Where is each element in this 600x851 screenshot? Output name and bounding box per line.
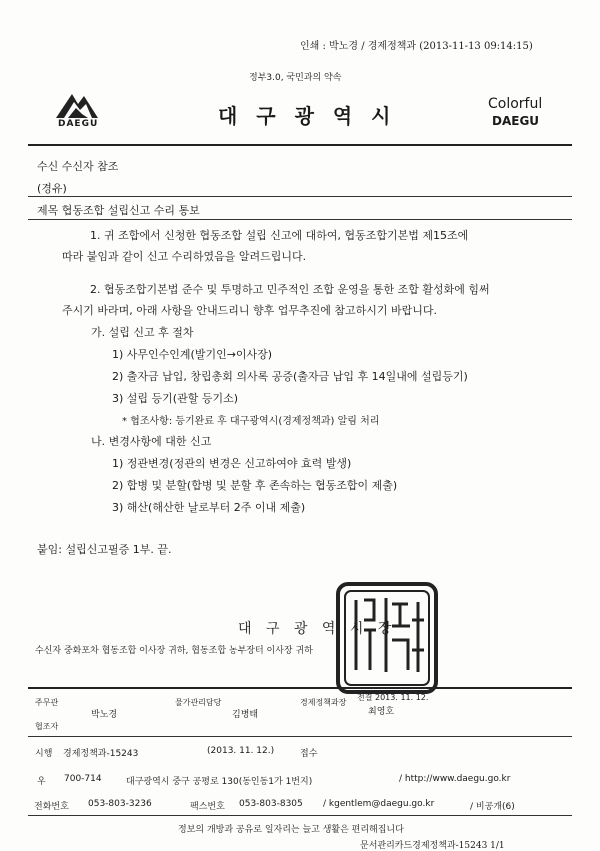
- subject-field: 제목 협동조합 설립신고 수리 통보: [37, 204, 200, 217]
- postal-label: 우: [37, 777, 46, 787]
- fax-number: 053-803-8305: [239, 799, 303, 809]
- email-address[interactable]: / kgentlem@daegu.go.kr: [323, 799, 435, 809]
- phone-label: 전화번호: [34, 802, 69, 812]
- enforcement-label: 시행: [35, 749, 53, 759]
- homepage-link[interactable]: / http://www.daegu.go.kr: [399, 774, 511, 784]
- section-b-item-1: 1) 정관변경(정관의 변경은 신고하여야 효력 발생): [112, 457, 352, 470]
- enforcement-date: (2013. 11. 12.): [207, 746, 275, 756]
- section-a-item-1: 1) 사무인수인계(발기인→이사장): [112, 348, 273, 361]
- director-name: 최영호: [368, 707, 395, 717]
- via-field: (경유): [37, 182, 67, 195]
- section-a-item-3: 3) 설립 등기(관할 등기소): [112, 392, 238, 405]
- price-chief-label: 물가관리담당: [175, 698, 222, 707]
- paragraph-2-line-1: 2. 협동조합기본법 준수 및 투명하고 민주적인 조합 운영을 통한 조합 활성화에 힘써: [90, 283, 490, 296]
- lead-officer-label: 주무관: [35, 698, 59, 707]
- attachment-line: 붙임: 설립신고필증 1부. 끝.: [37, 543, 172, 556]
- contact-bottom-rule: [28, 815, 572, 816]
- daegu-city-logo: [52, 88, 112, 128]
- section-b-item-2: 2) 합병 및 분할(합병 및 분할 후 존속하는 협동조합이 제출): [112, 479, 398, 492]
- postal-code: 700-714: [64, 774, 102, 784]
- office-address: 대구광역시 중구 공평로 130(동인동1가 1번지): [126, 777, 313, 787]
- colorful-daegu-logo: [488, 96, 558, 134]
- subject-top-rule: [28, 196, 572, 197]
- official-seal: [334, 580, 440, 696]
- section-b-item-3: 3) 해산(해산한 날로부터 2주 이내 제출): [112, 501, 306, 514]
- enforcement-number: 경제정책과-15243: [63, 749, 139, 759]
- cooperation-label: 협조자: [35, 722, 59, 731]
- issuer-title: 대 구 광 역 시: [218, 104, 397, 128]
- subject-bottom-rule: [28, 219, 572, 220]
- paragraph-1-line-2: 따라 붙임과 같이 신고 수리하였음을 알려드립니다.: [62, 250, 307, 263]
- fax-label: 팩스번호: [190, 802, 225, 812]
- signature-top-rule: [28, 687, 572, 689]
- section-a-item-2: 2) 출자금 납입, 창립총회 의사록 공증(출자금 납입 후 14일내에 설립등기): [112, 370, 468, 383]
- lead-officer-name: 박노경: [91, 710, 118, 720]
- director-label: 경제정책과장: [300, 698, 347, 707]
- section-a-note: * 협조사항: 등기완료 후 대구광역시(경제정책과) 알림 처리: [122, 416, 380, 427]
- sender-name: 대 구 광 역 시 장: [238, 621, 397, 637]
- document-card-footer: 문서관리카드경제정책과-15243 1/1: [360, 841, 505, 851]
- signature-middle-rule: [28, 736, 572, 737]
- daegu-logo-text: DAEGU: [58, 119, 99, 129]
- recipients-list: 수신자 중화포차 협동조합 이사장 귀하, 협동조합 농부장터 이사장 귀하: [35, 646, 313, 656]
- colorful-logo-daegu-text: DAEGU: [492, 114, 540, 128]
- disclosure-status: / 비공개(6): [470, 802, 515, 812]
- title-divider: [28, 144, 572, 146]
- footer-slogan: 정보의 개방과 공유로 일자리는 늘고 생활은 편리해집니다: [178, 825, 404, 835]
- government-slogan: 정부3.0, 국민과의 약속: [249, 73, 342, 83]
- paragraph-1-line-1: 1. 귀 조합에서 신청한 협동조합 설립 신고에 대하여, 협동조합기본법 제15조에: [90, 229, 469, 242]
- price-chief-name: 김병태: [232, 710, 259, 720]
- print-header: 인쇄 : 박노경 / 경제정책과 (2013-11-13 09:14:15): [300, 41, 533, 52]
- phone-number: 053-803-3236: [88, 799, 152, 809]
- paragraph-2-line-2: 주시기 바라며, 아래 사항을 안내드리니 향후 업무추진에 참고하시기 바랍니다.: [62, 304, 437, 317]
- section-b-heading: 나. 변경사항에 대한 신고: [91, 435, 212, 448]
- section-a-heading: 가. 설립 신고 후 절차: [91, 326, 194, 339]
- colorful-logo-text: Colorful: [488, 96, 543, 112]
- final-approval-date: 전결 2013. 11. 12.: [357, 693, 429, 702]
- receipt-label: 접수: [300, 749, 318, 759]
- recipient-field: 수신 수신자 참조: [37, 160, 119, 173]
